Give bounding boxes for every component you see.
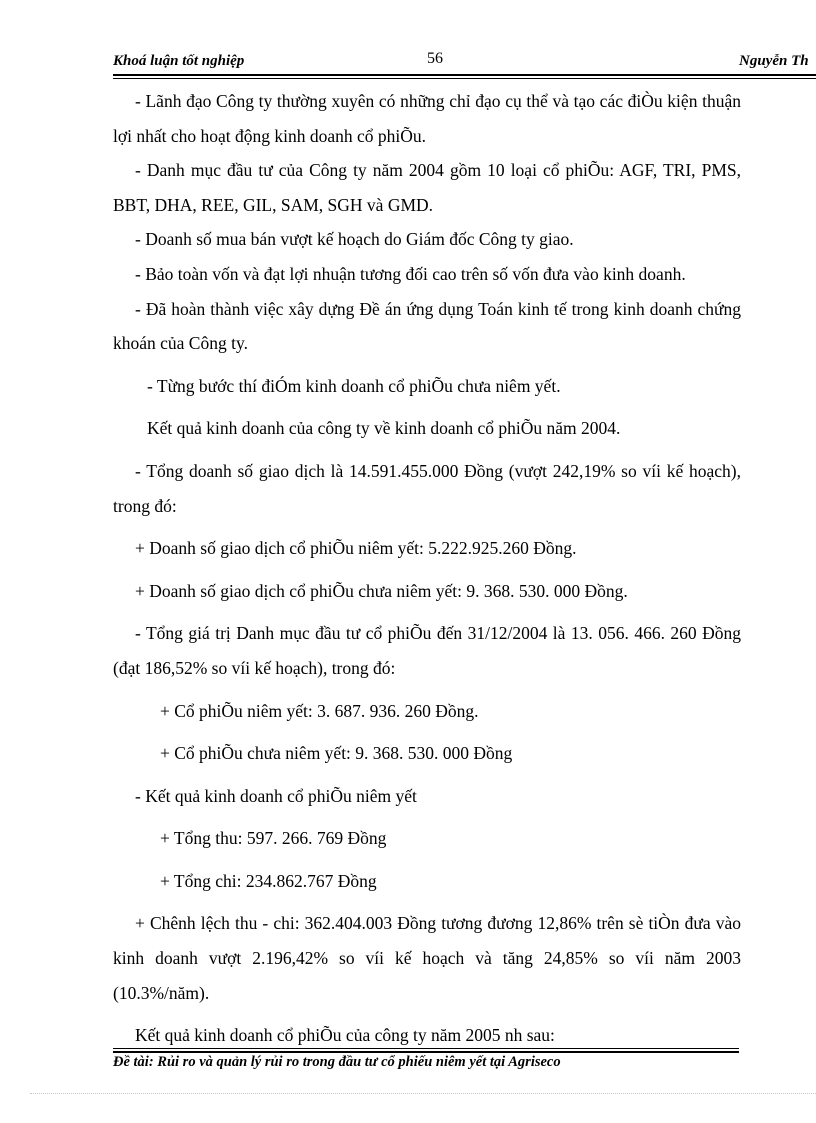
- header-rule-thick: [113, 74, 816, 76]
- page-edge-dotted-line: [30, 1093, 816, 1094]
- page-number: 56: [427, 50, 443, 67]
- paragraph: Kết quả kinh doanh của công ty về kinh doanh cổ phiÕu năm 2004.: [147, 418, 621, 439]
- paragraph: + Tổng thu: 597. 266. 769 Đồng: [160, 828, 387, 849]
- footer-rule-thin: [113, 1048, 739, 1049]
- paragraph: - Đã hoàn thành việc xây dựng Đề án ứng dụng Toán kinh tế trong kinh doanh chứng khoán của Công ty.: [113, 298, 741, 354]
- paragraph: Kết quả kinh doanh cổ phiÕu của công ty năm 2005 nh sau:: [135, 1025, 555, 1046]
- document-body: [113, 84, 741, 1053]
- paragraph: - Bảo toàn vốn và đạt lợi nhuận tương đối cao trên số vốn đưa vào kinh doanh.: [135, 263, 686, 284]
- paragraph: - Doanh số mua bán vượt kế hoạch do Giám đốc Công ty giao.: [135, 229, 574, 250]
- paragraph: - Lãnh đạo Công ty thường xuyên có những chỉ đạo cụ thể và tạo các điÒu kiện thuận lợi nhất cho hoạt động kinh doanh cổ phiÕu.: [113, 91, 741, 146]
- paragraph: + Doanh số giao dịch cổ phiÕu chưa niêm yết: 9. 368. 530. 000 Đồng.: [135, 580, 628, 601]
- header-rule-thin: [113, 78, 816, 79]
- paragraph: + Cổ phiÕu chưa niêm yết: 9. 368. 530. 000 Đồng: [160, 743, 513, 764]
- paragraph: - Tổng giá trị Danh mục đầu tư cổ phiÕu đến 31/12/2004 là 13. 056. 466. 260 Đồng (đạt 186,52% so víi kế hoạch), trong đó:: [113, 623, 741, 678]
- paragraph: - Danh mục đầu tư của Công ty năm 2004 gồm 10 loại cổ phiÕu: AGF, TRI, PMS, BBT, DHA, REE, GIL, SAM, SGH và GMD.: [113, 160, 741, 215]
- header-author: Nguyễn Th: [739, 53, 809, 69]
- header-document-type: Khoá luận tốt nghiệp: [113, 53, 245, 69]
- paragraph: + Doanh số giao dịch cổ phiÕu niêm yết: 5.222.925.260 Đồng.: [135, 538, 577, 559]
- footer-rule-thick: [113, 1051, 739, 1053]
- footer-thesis-title: Đề tài: Rủi ro và quản lý rủi ro trong đầu tư cổ phiếu niêm yết tại Agriseco: [113, 1054, 561, 1070]
- paragraph: - Kết quả kinh doanh cổ phiÕu niêm yết: [135, 785, 417, 806]
- paragraph: + Chênh lệch thu - chi: 362.404.003 Đồng tương đương 12,86% trên sè tiÒn đưa vào kinh doanh vượt 2.196,42% so víi kế hoạch và tăng 24,85% so víi năm 2003 (10.3%/năm).: [113, 913, 741, 1003]
- paragraph: - Tổng doanh số giao dịch là 14.591.455.000 Đồng (vượt 242,19% so víi kế hoạch), trong đó:: [113, 460, 741, 516]
- paragraph: - Từng bước thí điÓm kinh doanh cổ phiÕu chưa niêm yết.: [147, 375, 561, 396]
- paragraph: + Tổng chi: 234.862.767 Đồng: [160, 870, 377, 891]
- paragraph: + Cổ phiÕu niêm yết: 3. 687. 936. 260 Đồng.: [160, 700, 479, 721]
- page-header: [113, 50, 816, 72]
